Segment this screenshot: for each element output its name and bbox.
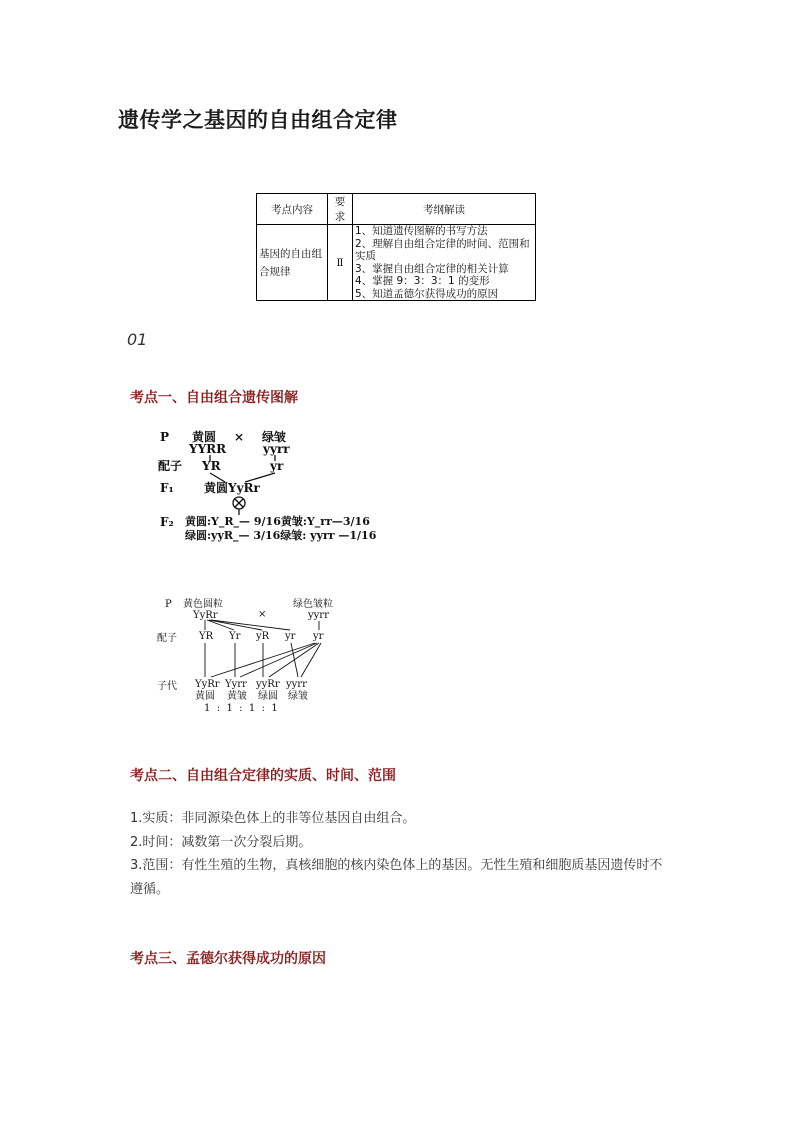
cell-items bbox=[353, 225, 536, 301]
d1-cross-symbol: × bbox=[234, 430, 245, 444]
section-number: 01 bbox=[127, 330, 148, 349]
d1-p1-phenotype: 黄圆 bbox=[192, 430, 217, 444]
d2-gamete: YR bbox=[199, 631, 214, 642]
d1-f1: 黄圆YyRr bbox=[204, 481, 260, 495]
d1-p-label: P bbox=[160, 430, 170, 444]
page-title: 遗传学之基因的自由组合定律 bbox=[118, 108, 398, 132]
d2-offspring-phenotype: 黄皱 bbox=[227, 691, 247, 702]
d1-f2-label: F₂ bbox=[160, 515, 174, 529]
exam-outline-table bbox=[256, 193, 536, 301]
cell-content: 基因的自由组合规律 bbox=[257, 225, 328, 301]
d2-ratio: 1 : 1 : 1 : 1 bbox=[204, 703, 278, 714]
d2-p1-phenotype: 黄色圆粒 bbox=[183, 599, 223, 610]
outline-item: 5、知道孟德尔获得成功的原因 bbox=[355, 287, 499, 300]
table-row bbox=[257, 225, 536, 301]
d2-arrow bbox=[240, 643, 317, 677]
d1-arrow bbox=[245, 473, 275, 482]
d1-p2-genotype: yyrr bbox=[263, 442, 290, 456]
outline-item: 3、掌握自由组合定律的相关计算 bbox=[355, 262, 509, 275]
d2-offspring-phenotype: 绿皱 bbox=[288, 691, 308, 702]
outline-item: 2、理解自由组合定律的时间、范围和实质 bbox=[355, 237, 530, 262]
section3-heading: 考点三、孟德尔获得成功的原因 bbox=[130, 951, 326, 967]
d2-cross-symbol: × bbox=[258, 609, 267, 620]
d2-offspring-genotype: yyRr bbox=[256, 679, 280, 690]
d2-p2-genotype: yyrr bbox=[308, 610, 329, 621]
body-line: 2.时间：减数第一次分裂后期。 bbox=[130, 834, 312, 850]
d1-p2-phenotype: 绿皱 bbox=[262, 430, 287, 444]
d2-gamete: yR bbox=[256, 631, 270, 642]
d2-gamete: yr bbox=[285, 631, 296, 642]
d2-gamete: Yr bbox=[229, 631, 241, 642]
d1-gamete-label: 配子 bbox=[158, 459, 183, 473]
body-line: 3.范围：有性生殖的生物，真核细胞的核内染色体上的基因。无性生殖和细胞质基因遗传时不遵循。 bbox=[130, 858, 663, 897]
d2-offspring-phenotype: 绿圆 bbox=[258, 691, 278, 702]
d2-arrow bbox=[211, 620, 290, 630]
d2-gamete: yr bbox=[313, 631, 324, 642]
d2-offspring-genotype: YyRr bbox=[195, 679, 220, 690]
cross-diagram-1 bbox=[150, 425, 400, 550]
d1-p1-genotype: YYRR bbox=[189, 442, 227, 456]
d2-p2-phenotype: 绿色皱粒 bbox=[293, 599, 333, 610]
d1-f1-label: F₁ bbox=[160, 481, 174, 495]
section2-body bbox=[130, 807, 670, 901]
d2-offspring-genotype: Yyrr bbox=[225, 679, 247, 690]
outline-item: 4、掌握 9：3：3：1 的变形 bbox=[355, 275, 490, 287]
d2-p-label: P bbox=[165, 599, 172, 610]
outline-item: 1、知道遗传图解的书写方法 bbox=[355, 225, 488, 237]
d2-gamete-label: 配子 bbox=[157, 633, 177, 644]
body-line: 1.实质：非同源染色体上的非等位基因自由组合。 bbox=[130, 811, 416, 826]
header-interpretation: 考纲解读 bbox=[353, 194, 536, 225]
d2-offspring-phenotype: 黄圆 bbox=[195, 691, 215, 702]
cross-diagram-2 bbox=[155, 595, 380, 715]
section2-heading: 考点二、自由组合定律的实质、时间、范围 bbox=[130, 768, 396, 784]
d1-gamete1: YR bbox=[202, 459, 221, 473]
d2-p1-genotype: YyRr bbox=[193, 610, 218, 621]
d1-f2-line2: 绿圆:yyR_— 3/16绿皱: yyrr —1/16 bbox=[185, 529, 377, 542]
cell-level: Ⅱ bbox=[328, 225, 353, 301]
section1-heading: 考点一、自由组合遗传图解 bbox=[130, 390, 298, 406]
table-header-row bbox=[257, 194, 536, 225]
header-requirement: 要求 bbox=[328, 194, 353, 225]
d2-offspring-label: 子代 bbox=[157, 681, 177, 692]
header-content: 考点内容 bbox=[257, 194, 328, 225]
d2-offspring-genotype: yyrr bbox=[286, 679, 307, 690]
d1-gamete2: yr bbox=[270, 459, 284, 473]
d1-f2-line1: 黄圆:Y_R_— 9/16黄皱:Y_rr—3/16 bbox=[185, 515, 370, 528]
